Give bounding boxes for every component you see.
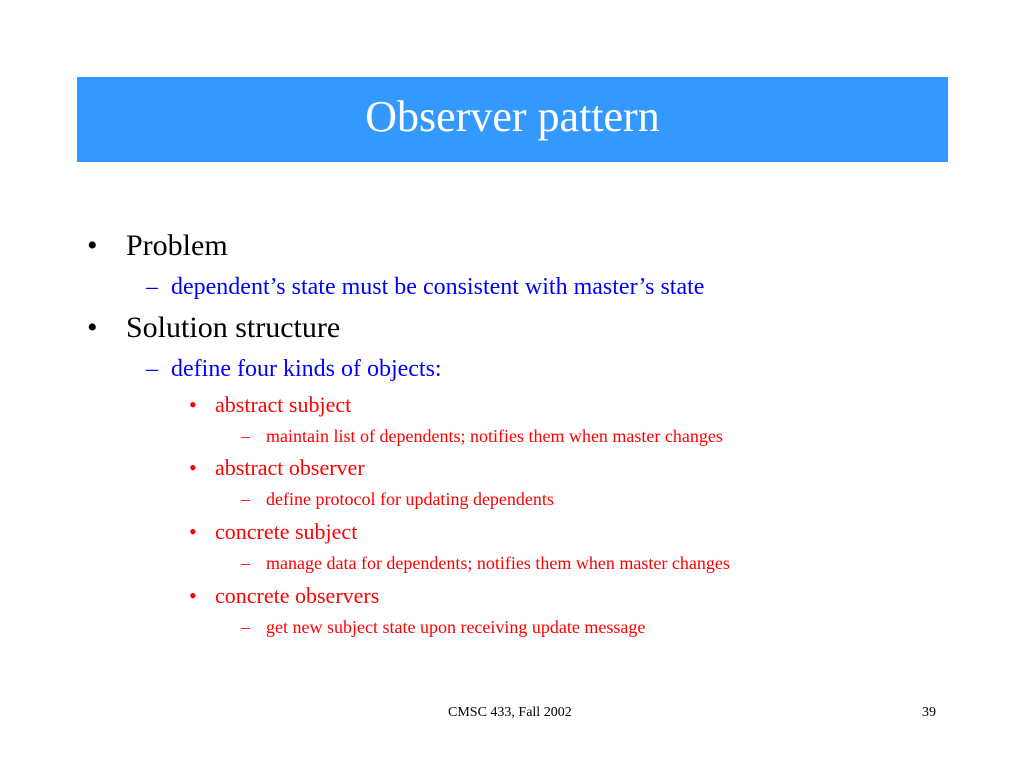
sub-bullet-text: dependent’s state must be consistent with master’s state <box>171 274 705 300</box>
bullet-text-solution-structure: Solution structure <box>126 311 341 344</box>
object-description-text: maintain list of dependents; notifies them when master changes <box>266 426 723 446</box>
bullet-marker: • <box>189 583 197 608</box>
bullet-marker: • <box>87 311 98 344</box>
object-kind-text: abstract observer <box>215 455 365 480</box>
bullet-marker: • <box>189 455 197 480</box>
slide-title: Observer pattern <box>365 91 660 141</box>
dash-marker: – <box>146 356 158 382</box>
dash-marker: – <box>241 426 250 446</box>
dash-marker: – <box>146 274 158 300</box>
object-description-text: manage data for dependents; notifies them when master changes <box>266 553 730 573</box>
title-bar <box>77 77 948 162</box>
footer-course: CMSC 433, Fall 2002 <box>448 705 572 720</box>
bullet-marker: • <box>189 519 197 544</box>
sub-bullet-text: define four kinds of objects: <box>171 356 442 382</box>
bullet-marker: • <box>87 229 98 262</box>
dash-marker: – <box>241 489 250 509</box>
object-kind-text: concrete observers <box>215 583 380 608</box>
object-description-text: get new subject state upon receiving update message <box>266 617 646 637</box>
dash-marker: – <box>241 617 250 637</box>
object-kind-text: concrete subject <box>215 519 358 544</box>
object-kind-text: abstract subject <box>215 392 352 417</box>
dash-marker: – <box>241 553 250 573</box>
bullet-text-problem: Problem <box>126 229 228 262</box>
bullet-marker: • <box>189 392 197 417</box>
object-description-text: define protocol for updating dependents <box>266 489 554 509</box>
page-number: 39 <box>922 705 936 720</box>
